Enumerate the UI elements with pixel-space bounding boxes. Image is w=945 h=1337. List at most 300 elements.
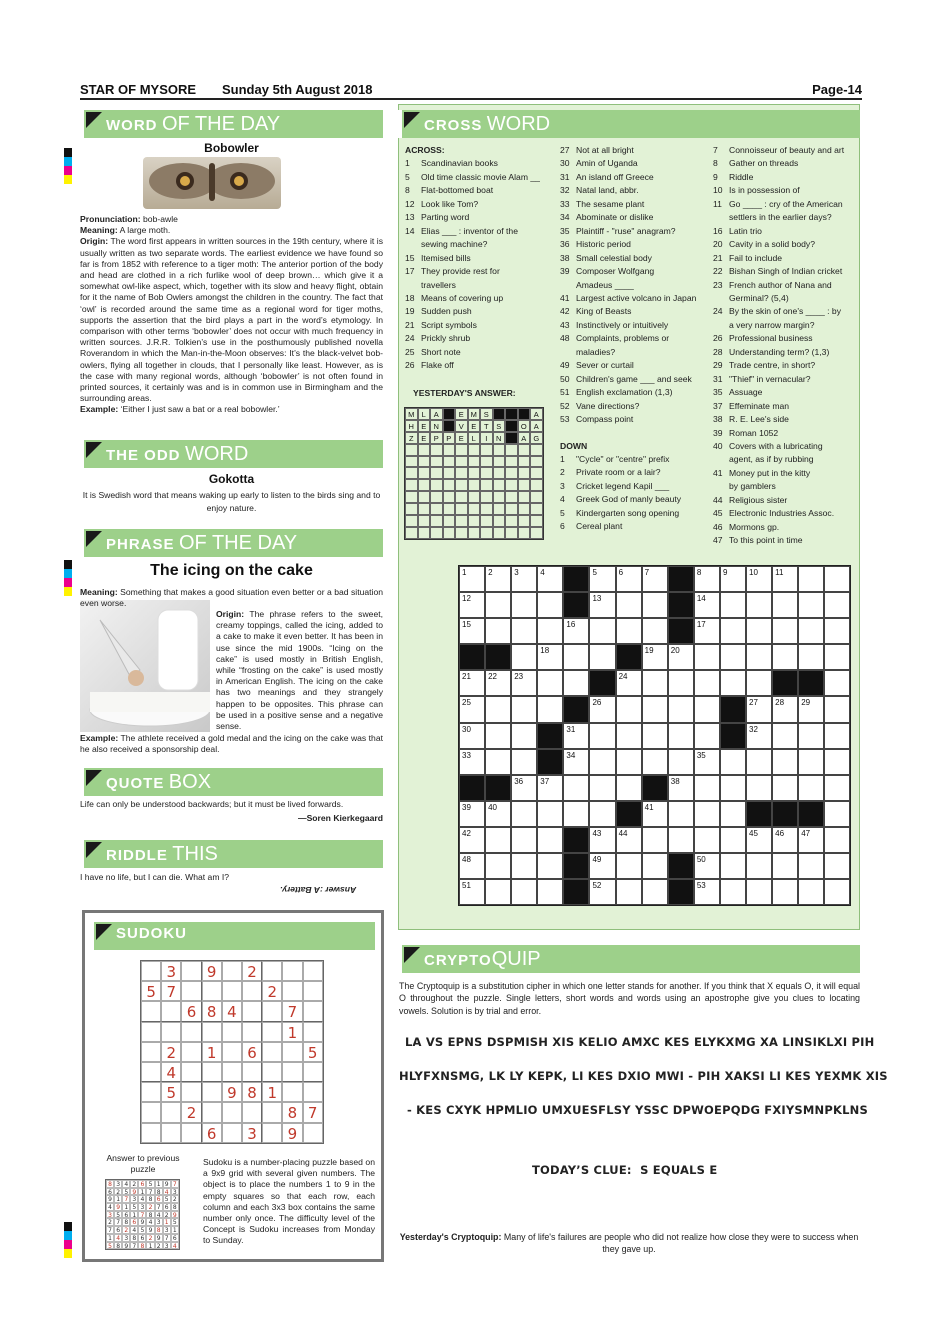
sudoku-cell[interactable]: 3 bbox=[161, 961, 181, 981]
crossword-cell[interactable] bbox=[537, 592, 563, 618]
crossword-cell[interactable]: 18 bbox=[537, 644, 563, 670]
sudoku-cell[interactable]: 5 bbox=[141, 981, 161, 1001]
sudoku-cell[interactable] bbox=[181, 1062, 201, 1082]
crossword-cell[interactable] bbox=[485, 723, 511, 749]
crossword-cell[interactable] bbox=[720, 644, 746, 670]
crossword-cell[interactable] bbox=[824, 827, 850, 853]
crossword-cell[interactable] bbox=[642, 670, 668, 696]
sudoku-cell[interactable] bbox=[242, 1001, 262, 1021]
clue-number bbox=[560, 279, 576, 292]
crossword-cell[interactable]: 29 bbox=[798, 696, 824, 722]
solution-cell: 1 bbox=[122, 1203, 130, 1211]
sudoku-cell[interactable]: 7 bbox=[282, 1001, 302, 1021]
crossword-cell[interactable]: 6 bbox=[616, 566, 642, 592]
solution-cell: 6 bbox=[122, 1211, 130, 1219]
sudoku-cell[interactable]: 8 bbox=[242, 1082, 262, 1102]
crossword-cell[interactable] bbox=[772, 749, 798, 775]
sudoku-cell[interactable]: 2 bbox=[262, 981, 282, 1001]
crossword-cell[interactable] bbox=[511, 618, 537, 644]
sudoku-cell[interactable] bbox=[303, 1062, 323, 1082]
sudoku-cell[interactable]: 3 bbox=[242, 1123, 262, 1143]
yesterday-cell bbox=[518, 444, 531, 456]
sudoku-cell[interactable] bbox=[262, 961, 282, 981]
crossword-cell[interactable]: 24 bbox=[616, 670, 642, 696]
crossword-cell[interactable]: 33 bbox=[459, 749, 485, 775]
crossword-cell[interactable] bbox=[563, 670, 589, 696]
crossword-cell[interactable] bbox=[537, 618, 563, 644]
cryptoquip-intro: The Cryptoquip is a substitution cipher in which one letter stands for another. If you think that X equals O, it will equal O throughout the puzzle. Single letters, short words and words using an apostrophe give you clues to locating vowels. Solution is by trial and error. bbox=[399, 981, 860, 1016]
sudoku-cell[interactable]: 9 bbox=[222, 1082, 242, 1102]
sudoku-cell[interactable] bbox=[303, 1082, 323, 1102]
sudoku-cell[interactable]: 6 bbox=[181, 1001, 201, 1021]
crossword-cell[interactable] bbox=[720, 618, 746, 644]
crossword-cell[interactable] bbox=[589, 644, 615, 670]
crossword-cell[interactable] bbox=[694, 775, 720, 801]
crossword-cell[interactable] bbox=[824, 592, 850, 618]
sudoku-cell[interactable] bbox=[202, 1022, 222, 1042]
crossword-cell[interactable]: 7 bbox=[642, 566, 668, 592]
crossword-cell[interactable] bbox=[485, 827, 511, 853]
crossword-cell[interactable] bbox=[720, 749, 746, 775]
sudoku-cell[interactable]: 4 bbox=[161, 1062, 181, 1082]
crossword-cell[interactable] bbox=[668, 801, 694, 827]
crossword-cell[interactable] bbox=[589, 801, 615, 827]
solution-cell: 5 bbox=[146, 1180, 154, 1188]
crossword-cell[interactable]: 11 bbox=[772, 566, 798, 592]
black-square bbox=[642, 775, 668, 801]
sudoku-cell[interactable]: 1 bbox=[282, 1022, 302, 1042]
sudoku-cell[interactable] bbox=[161, 1123, 181, 1143]
sudoku-cell[interactable] bbox=[141, 1022, 161, 1042]
crossword-cell[interactable] bbox=[485, 853, 511, 879]
sudoku-cell[interactable] bbox=[262, 1022, 282, 1042]
crossword-cell[interactable]: 15 bbox=[459, 618, 485, 644]
crossword-cell[interactable] bbox=[746, 670, 772, 696]
crossword-cell[interactable] bbox=[746, 618, 772, 644]
crossword-cell[interactable] bbox=[511, 592, 537, 618]
corner-triangle-icon bbox=[96, 924, 112, 940]
crossword-cell[interactable] bbox=[824, 879, 850, 905]
crossword-cell[interactable] bbox=[694, 723, 720, 749]
crossword-cell[interactable]: 41 bbox=[642, 801, 668, 827]
crossword-cell[interactable]: 51 bbox=[459, 879, 485, 905]
sudoku-cell[interactable] bbox=[303, 1123, 323, 1143]
sudoku-cell[interactable] bbox=[262, 1123, 282, 1143]
crossword-cell[interactable] bbox=[824, 775, 850, 801]
crossword-cell[interactable] bbox=[798, 592, 824, 618]
sudoku-cell[interactable]: 9 bbox=[202, 961, 222, 981]
sudoku-cell[interactable] bbox=[202, 1082, 222, 1102]
crossword-cell[interactable] bbox=[616, 696, 642, 722]
crossword-cell[interactable] bbox=[642, 879, 668, 905]
sudoku-cell[interactable] bbox=[141, 1042, 161, 1062]
crossword-cell[interactable]: 19 bbox=[642, 644, 668, 670]
yesterday-cell bbox=[418, 444, 431, 456]
solution-cell: 4 bbox=[163, 1188, 171, 1196]
crossword-cell[interactable] bbox=[616, 723, 642, 749]
sudoku-cell[interactable] bbox=[161, 1022, 181, 1042]
across-clue bbox=[405, 346, 555, 359]
crossword-cell[interactable]: 37 bbox=[537, 775, 563, 801]
down-clue bbox=[713, 332, 858, 345]
crossword-cell[interactable] bbox=[485, 879, 511, 905]
crossword-cell[interactable] bbox=[537, 827, 563, 853]
crossword-cell[interactable] bbox=[668, 827, 694, 853]
crossword-cell[interactable] bbox=[616, 775, 642, 801]
registration-marks-bottom bbox=[64, 1222, 72, 1258]
sudoku-cell[interactable] bbox=[282, 981, 302, 1001]
across-clue bbox=[405, 225, 555, 238]
solution-cell: 1 bbox=[146, 1242, 154, 1250]
crossword-cell[interactable]: 27 bbox=[746, 696, 772, 722]
yesterday-cell bbox=[518, 467, 531, 479]
crossword-cell[interactable]: 2 bbox=[485, 566, 511, 592]
crossword-cell[interactable] bbox=[589, 775, 615, 801]
crossword-cell[interactable]: 30 bbox=[459, 723, 485, 749]
crossword-cell[interactable]: 53 bbox=[694, 879, 720, 905]
sudoku-cell[interactable] bbox=[282, 1062, 302, 1082]
sudoku-cell[interactable] bbox=[202, 1062, 222, 1082]
crossword-cell[interactable] bbox=[772, 853, 798, 879]
sudoku-cell[interactable] bbox=[181, 1123, 201, 1143]
sudoku-cell[interactable]: 2 bbox=[242, 961, 262, 981]
sudoku-cell[interactable]: 4 bbox=[222, 1001, 242, 1021]
example-text: ‘Either I just saw a bat or a real bobowler.’ bbox=[120, 404, 280, 415]
sudoku-cell[interactable] bbox=[222, 961, 242, 981]
crossword-cell[interactable]: 48 bbox=[459, 853, 485, 879]
crossword-cell[interactable] bbox=[485, 592, 511, 618]
crossword-cell[interactable] bbox=[720, 592, 746, 618]
crossword-cell[interactable] bbox=[642, 618, 668, 644]
crossword-cell[interactable] bbox=[668, 670, 694, 696]
sudoku-cell[interactable]: 7 bbox=[303, 1102, 323, 1122]
crossword-cell[interactable]: 13 bbox=[589, 592, 615, 618]
crossword-cell[interactable]: 5 bbox=[589, 566, 615, 592]
crossword-cell[interactable] bbox=[824, 749, 850, 775]
sudoku-cell[interactable] bbox=[141, 961, 161, 981]
crossword-cell[interactable] bbox=[563, 644, 589, 670]
crossword-cell[interactable] bbox=[694, 644, 720, 670]
crossword-cell[interactable] bbox=[511, 749, 537, 775]
down-clue bbox=[560, 466, 710, 479]
crossword-cell[interactable] bbox=[589, 618, 615, 644]
crossword-cell[interactable] bbox=[537, 879, 563, 905]
sudoku-cell[interactable] bbox=[262, 1062, 282, 1082]
crossword-cell[interactable]: 23 bbox=[511, 670, 537, 696]
sudoku-cell[interactable] bbox=[161, 1001, 181, 1021]
sudoku-cell[interactable] bbox=[262, 1001, 282, 1021]
crossword-cell[interactable] bbox=[720, 853, 746, 879]
crossword-cell[interactable] bbox=[746, 644, 772, 670]
crossword-cell[interactable] bbox=[824, 723, 850, 749]
black-square bbox=[668, 879, 694, 905]
crossword-cell[interactable]: 20 bbox=[668, 644, 694, 670]
crossword-cell[interactable] bbox=[772, 592, 798, 618]
crossword-cell[interactable]: 52 bbox=[589, 879, 615, 905]
sudoku-cell[interactable] bbox=[141, 1102, 161, 1122]
crossword-cell[interactable] bbox=[642, 749, 668, 775]
crossword-cell[interactable] bbox=[694, 827, 720, 853]
crossword-cell[interactable] bbox=[798, 853, 824, 879]
crossword-cell[interactable]: 4 bbox=[537, 566, 563, 592]
down-clue bbox=[713, 265, 858, 278]
crossword-cell[interactable]: 44 bbox=[616, 827, 642, 853]
crossword-cell[interactable] bbox=[589, 723, 615, 749]
clue-number: 48 bbox=[560, 333, 570, 344]
crossword-cell[interactable] bbox=[511, 801, 537, 827]
crossword-cell[interactable] bbox=[616, 592, 642, 618]
crossword-cell[interactable] bbox=[772, 723, 798, 749]
crossword-cell[interactable]: 45 bbox=[746, 827, 772, 853]
sudoku-cell[interactable] bbox=[222, 1022, 242, 1042]
crossword-cell[interactable]: 10 bbox=[746, 566, 772, 592]
crossword-cell[interactable]: 42 bbox=[459, 827, 485, 853]
sudoku-cell[interactable] bbox=[303, 1001, 323, 1021]
yesterday-cell bbox=[480, 467, 493, 479]
yesterday-cell bbox=[493, 456, 506, 468]
sudoku-cell[interactable]: 1 bbox=[262, 1082, 282, 1102]
sudoku-cell[interactable] bbox=[262, 1042, 282, 1062]
crossword-cell[interactable] bbox=[798, 723, 824, 749]
sudoku-cell[interactable] bbox=[222, 981, 242, 1001]
sudoku-cell[interactable] bbox=[303, 981, 323, 1001]
across-clue bbox=[560, 211, 710, 224]
crossword-cell[interactable] bbox=[642, 827, 668, 853]
crossword-cell[interactable] bbox=[511, 879, 537, 905]
crossword-cell[interactable]: 32 bbox=[746, 723, 772, 749]
crossword-cell[interactable] bbox=[485, 696, 511, 722]
crossword-cell[interactable]: 17 bbox=[694, 618, 720, 644]
crossword-cell[interactable] bbox=[720, 670, 746, 696]
sudoku-cell[interactable] bbox=[181, 981, 201, 1001]
sudoku-cell[interactable]: 6 bbox=[202, 1123, 222, 1143]
crossword-cell[interactable] bbox=[746, 592, 772, 618]
clue-number: 26 bbox=[405, 360, 415, 371]
sudoku-cell[interactable]: 9 bbox=[282, 1123, 302, 1143]
crossword-cell[interactable]: 47 bbox=[798, 827, 824, 853]
yesterday-cell bbox=[493, 491, 506, 503]
crossword-cell[interactable] bbox=[485, 749, 511, 775]
black-square bbox=[798, 801, 824, 827]
sudoku-cell[interactable] bbox=[222, 1042, 242, 1062]
crossword-cell[interactable] bbox=[746, 853, 772, 879]
crossword-cell[interactable] bbox=[616, 879, 642, 905]
sudoku-cell[interactable] bbox=[282, 961, 302, 981]
sudoku-cell[interactable]: 2 bbox=[181, 1102, 201, 1122]
crossword-cell[interactable] bbox=[668, 749, 694, 775]
crossword-cell[interactable]: 36 bbox=[511, 775, 537, 801]
sudoku-cell[interactable] bbox=[222, 1062, 242, 1082]
crossword-cell[interactable] bbox=[824, 566, 850, 592]
crossword-cell[interactable] bbox=[720, 801, 746, 827]
sudoku-cell[interactable]: 7 bbox=[161, 981, 181, 1001]
sudoku-cell[interactable]: 8 bbox=[202, 1001, 222, 1021]
crossword-cell[interactable] bbox=[824, 618, 850, 644]
crossword-cell[interactable]: 28 bbox=[772, 696, 798, 722]
crossword-cell[interactable]: 16 bbox=[563, 618, 589, 644]
sudoku-cell[interactable] bbox=[222, 1102, 242, 1122]
crossword-cell[interactable]: 35 bbox=[694, 749, 720, 775]
crossword-cell[interactable] bbox=[772, 644, 798, 670]
crossword-cell[interactable] bbox=[616, 853, 642, 879]
crossword-cell[interactable]: 21 bbox=[459, 670, 485, 696]
crossword-cell[interactable] bbox=[720, 879, 746, 905]
sudoku-cell[interactable]: 6 bbox=[242, 1042, 262, 1062]
sudoku-cell[interactable] bbox=[242, 981, 262, 1001]
sudoku-cell[interactable] bbox=[181, 961, 201, 981]
sudoku-cell[interactable] bbox=[242, 1102, 262, 1122]
crossword-cell[interactable] bbox=[772, 618, 798, 644]
crossword-cell[interactable]: 25 bbox=[459, 696, 485, 722]
clue-number: 24 bbox=[713, 306, 723, 317]
crossword-cell[interactable] bbox=[824, 853, 850, 879]
clue-number: 39 bbox=[560, 266, 570, 277]
solution-cell: 2 bbox=[146, 1234, 154, 1242]
sudoku-header bbox=[90, 922, 375, 950]
sudoku-cell[interactable] bbox=[161, 1102, 181, 1122]
sudoku-cell[interactable] bbox=[181, 1042, 201, 1062]
crossword-cell[interactable] bbox=[589, 749, 615, 775]
clue-number: 10 bbox=[713, 185, 723, 196]
yesterday-cell bbox=[468, 515, 481, 527]
solution-cell: 9 bbox=[163, 1180, 171, 1188]
clue-number bbox=[713, 211, 729, 224]
crossword-cell[interactable]: 12 bbox=[459, 592, 485, 618]
crossword-cell[interactable] bbox=[642, 592, 668, 618]
sudoku-cell[interactable] bbox=[242, 1022, 262, 1042]
clue-text: King of Beasts bbox=[576, 306, 632, 317]
header-big: THIS bbox=[172, 843, 218, 865]
sudoku-cell[interactable] bbox=[181, 1022, 201, 1042]
clue-text: Parting word bbox=[421, 212, 470, 223]
crossword-cell[interactable] bbox=[537, 801, 563, 827]
yesterday-cell: E bbox=[418, 432, 431, 444]
crossword-cell[interactable] bbox=[563, 775, 589, 801]
crossword-cell[interactable] bbox=[511, 827, 537, 853]
crossword-cell[interactable]: 40 bbox=[485, 801, 511, 827]
crossword-cell[interactable]: 22 bbox=[485, 670, 511, 696]
crossword-cell[interactable] bbox=[642, 696, 668, 722]
sudoku-cell[interactable]: 5 bbox=[303, 1042, 323, 1062]
crossword-cell[interactable]: 1 bbox=[459, 566, 485, 592]
sudoku-cell[interactable]: 8 bbox=[282, 1102, 302, 1122]
crossword-cell[interactable] bbox=[720, 827, 746, 853]
crossword-cell[interactable] bbox=[798, 618, 824, 644]
crossword-cell[interactable] bbox=[798, 644, 824, 670]
crossword-cell[interactable] bbox=[824, 696, 850, 722]
crossword-cell[interactable] bbox=[694, 670, 720, 696]
crossword-cell[interactable] bbox=[563, 801, 589, 827]
crossword-cell[interactable]: 26 bbox=[589, 696, 615, 722]
sudoku-cell[interactable] bbox=[202, 1102, 222, 1122]
crossword-cell[interactable] bbox=[720, 775, 746, 801]
crossword-cell[interactable] bbox=[798, 566, 824, 592]
crossword-cell[interactable] bbox=[694, 801, 720, 827]
crossword-cell[interactable]: 39 bbox=[459, 801, 485, 827]
solution-cell: 4 bbox=[146, 1218, 154, 1226]
crossword-cell[interactable] bbox=[616, 618, 642, 644]
crossword-cell[interactable] bbox=[511, 723, 537, 749]
sudoku-cell[interactable] bbox=[282, 1082, 302, 1102]
crossword-cell[interactable] bbox=[824, 670, 850, 696]
crossword-cell[interactable]: 8 bbox=[694, 566, 720, 592]
sudoku-cell[interactable] bbox=[202, 981, 222, 1001]
yesterday-cell bbox=[493, 527, 506, 539]
crossword-cell[interactable]: 9 bbox=[720, 566, 746, 592]
crossword-cell[interactable] bbox=[537, 670, 563, 696]
crossword-cell[interactable] bbox=[511, 696, 537, 722]
sudoku-cell[interactable] bbox=[262, 1102, 282, 1122]
sudoku-cell[interactable] bbox=[303, 1022, 323, 1042]
crossword-cell[interactable] bbox=[537, 853, 563, 879]
crossword-cell[interactable] bbox=[642, 723, 668, 749]
sudoku-cell[interactable] bbox=[141, 1082, 161, 1102]
clue-text: a very narrow margin? bbox=[729, 319, 815, 330]
crossword-cell[interactable] bbox=[824, 644, 850, 670]
crossword-cell[interactable] bbox=[511, 853, 537, 879]
yesterday-answer-label: YESTERDAY'S ANSWER: bbox=[413, 388, 516, 398]
sudoku-cell[interactable] bbox=[141, 1123, 161, 1143]
crossword-cell[interactable] bbox=[772, 879, 798, 905]
crossword-cell[interactable]: 43 bbox=[589, 827, 615, 853]
crossword-cell[interactable]: 14 bbox=[694, 592, 720, 618]
crossword-cell[interactable]: 3 bbox=[511, 566, 537, 592]
yesterday-cell bbox=[455, 527, 468, 539]
crossword-cell[interactable] bbox=[798, 775, 824, 801]
crossword-cell[interactable]: 34 bbox=[563, 749, 589, 775]
crossword-cell[interactable]: 46 bbox=[772, 827, 798, 853]
crossword-cell[interactable] bbox=[668, 723, 694, 749]
crossword-cell[interactable] bbox=[746, 775, 772, 801]
crossword-cell[interactable]: 31 bbox=[563, 723, 589, 749]
clue-text: Complaints, problems or bbox=[576, 333, 670, 344]
crossword-cell[interactable] bbox=[798, 749, 824, 775]
crossword-cell[interactable]: 49 bbox=[589, 853, 615, 879]
sudoku-cell[interactable]: 1 bbox=[202, 1042, 222, 1062]
corner-triangle-icon bbox=[86, 531, 102, 547]
crossword-cell[interactable] bbox=[485, 618, 511, 644]
crossword-cell[interactable] bbox=[511, 644, 537, 670]
sudoku-cell[interactable] bbox=[141, 1062, 161, 1082]
solution-cell: 6 bbox=[171, 1234, 179, 1242]
clue-text: Itemised bills bbox=[421, 252, 471, 263]
sudoku-cell[interactable] bbox=[181, 1082, 201, 1102]
yesterday-cell bbox=[518, 503, 531, 515]
crossword-cell[interactable] bbox=[537, 696, 563, 722]
clue-number: 3 bbox=[560, 480, 565, 491]
sudoku-cell[interactable] bbox=[222, 1123, 242, 1143]
sudoku-cell[interactable] bbox=[141, 1001, 161, 1021]
crossword-cell[interactable]: 38 bbox=[668, 775, 694, 801]
crossword-cell[interactable] bbox=[824, 801, 850, 827]
crossword-cell[interactable] bbox=[746, 879, 772, 905]
sudoku-cell[interactable]: 2 bbox=[161, 1042, 181, 1062]
sudoku-cell[interactable] bbox=[303, 961, 323, 981]
crossword-cell[interactable] bbox=[642, 853, 668, 879]
solution-cell: 7 bbox=[138, 1211, 146, 1219]
crossword-cell[interactable] bbox=[798, 879, 824, 905]
clue-text: Instinctively or intuitively bbox=[576, 319, 669, 330]
crossword-cell[interactable] bbox=[668, 696, 694, 722]
sudoku-cell[interactable] bbox=[242, 1062, 262, 1082]
crossword-cell[interactable] bbox=[616, 749, 642, 775]
crossword-cell[interactable]: 50 bbox=[694, 853, 720, 879]
crossword-cell[interactable] bbox=[694, 696, 720, 722]
sudoku-cell[interactable] bbox=[282, 1042, 302, 1062]
crossword-cell[interactable] bbox=[746, 749, 772, 775]
crossword-cell[interactable] bbox=[772, 775, 798, 801]
sudoku-cell[interactable]: 5 bbox=[161, 1082, 181, 1102]
